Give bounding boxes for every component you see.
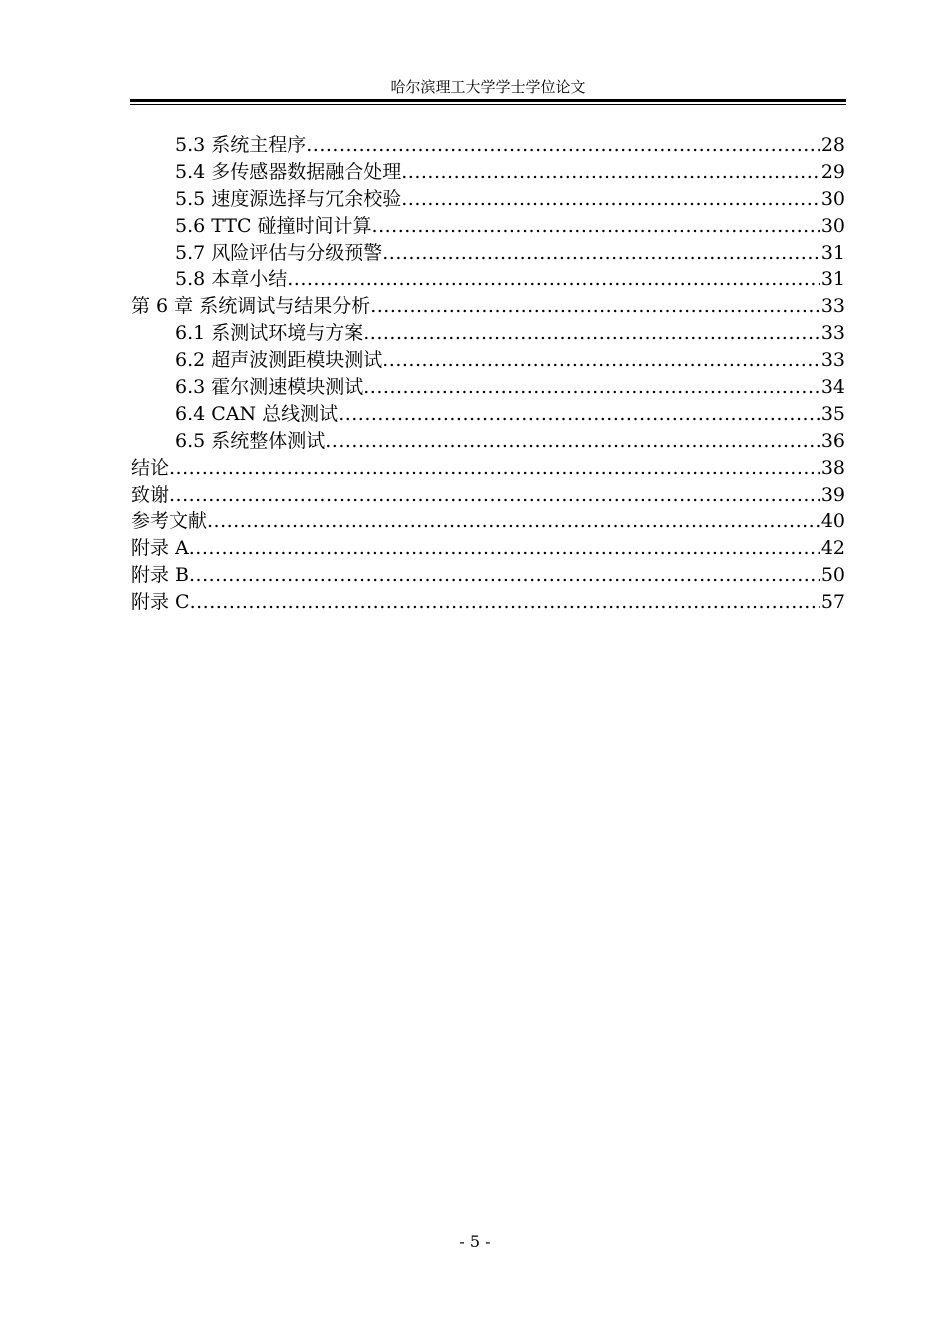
toc-entry-label: 致谢 — [131, 483, 170, 506]
toc-entry[interactable] — [131, 374, 845, 401]
toc-entry-label: 6.3 霍尔测速模块测试 — [175, 376, 364, 399]
toc-entry-page: 31 — [820, 241, 845, 264]
toc-entry-page: 39 — [820, 483, 845, 506]
toc-entry-page: 30 — [820, 187, 845, 210]
toc-entry-page: 34 — [820, 376, 845, 399]
toc-leader-dots — [363, 374, 820, 401]
toc-entry[interactable] — [131, 455, 845, 482]
toc-leader-dots — [190, 589, 820, 616]
toc-entry[interactable] — [131, 535, 845, 562]
toc-leader-dots — [401, 159, 820, 186]
toc-leader-dots — [382, 347, 820, 374]
toc-leader-dots — [207, 508, 820, 535]
toc-entry[interactable] — [131, 213, 845, 240]
toc-entry-label: 参考文献 — [131, 510, 208, 533]
page-number: - 5 - — [459, 1232, 491, 1251]
toc-entry-label: 6.5 系统整体测试 — [175, 429, 326, 452]
toc-leader-dots — [325, 428, 820, 455]
toc-entry[interactable] — [131, 240, 845, 267]
toc-entry-label: 5.7 风险评估与分级预警 — [175, 241, 383, 264]
toc-entry[interactable] — [131, 401, 845, 428]
header-rule-thick — [130, 99, 846, 102]
toc-entry-label: 结论 — [131, 456, 170, 479]
toc-entry-label: 5.4 多传感器数据融合处理 — [175, 160, 402, 183]
table-of-contents — [131, 132, 845, 616]
toc-entry[interactable] — [131, 320, 845, 347]
toc-leader-dots — [382, 240, 820, 267]
toc-entry-page: 33 — [820, 349, 845, 372]
toc-entry[interactable] — [131, 186, 845, 213]
toc-entry[interactable] — [131, 266, 845, 293]
toc-entry-page: 36 — [820, 429, 845, 452]
toc-leader-dots — [189, 562, 820, 589]
toc-entry-page: 35 — [820, 402, 845, 425]
toc-entry-label: 6.1 系测试环境与方案 — [175, 322, 364, 345]
toc-leader-dots — [338, 401, 820, 428]
toc-leader-dots — [169, 482, 820, 509]
toc-entry-label: 附录 A — [131, 537, 189, 560]
toc-leader-dots — [363, 320, 820, 347]
toc-entry[interactable] — [131, 347, 845, 374]
toc-entry-label: 6.2 超声波测距模块测试 — [175, 349, 383, 372]
toc-leader-dots — [401, 186, 820, 213]
toc-entry[interactable] — [131, 562, 845, 589]
toc-entry-page: 57 — [820, 591, 845, 614]
toc-leader-dots — [370, 293, 820, 320]
toc-leader-dots — [189, 535, 820, 562]
toc-entry-page: 50 — [820, 564, 845, 587]
toc-entry-label: 5.3 系统主程序 — [175, 134, 307, 156]
toc-entry-label: 附录 C — [131, 591, 190, 614]
toc-entry-page: 28 — [820, 134, 845, 156]
toc-entry[interactable] — [131, 589, 845, 616]
toc-entry-page: 38 — [820, 456, 845, 479]
toc-entry-page: 33 — [820, 322, 845, 345]
toc-entry[interactable] — [131, 132, 845, 159]
toc-entry-label: 5.5 速度源选择与冗余校验 — [175, 187, 402, 210]
toc-entry-label: 5.8 本章小结 — [175, 268, 288, 291]
toc-leader-dots — [169, 455, 820, 482]
toc-entry-page: 40 — [820, 510, 845, 533]
toc-entry-label: 6.4 CAN 总线测试 — [175, 402, 339, 425]
toc-entry[interactable] — [131, 293, 845, 320]
toc-entry[interactable] — [131, 159, 845, 186]
toc-entry-page: 42 — [820, 537, 845, 560]
toc-entry-label: 第 6 章 系统调试与结果分析 — [131, 295, 371, 318]
toc-entry-page: 30 — [820, 214, 845, 237]
toc-entry[interactable] — [131, 428, 845, 455]
toc-leader-dots — [306, 132, 820, 159]
header-rule-thin — [130, 104, 846, 105]
toc-entry-page: 33 — [820, 295, 845, 318]
toc-entry[interactable] — [131, 482, 845, 509]
toc-entry-page: 29 — [820, 160, 845, 183]
toc-entry-page: 31 — [820, 268, 845, 291]
header-title: 哈尔滨理工大学学士学位论文 — [390, 78, 586, 96]
toc-entry-label: 5.6 TTC 碰撞时间计算 — [175, 214, 372, 237]
toc-leader-dots — [287, 266, 820, 293]
toc-entry-label: 附录 B — [131, 564, 190, 587]
toc-leader-dots — [372, 213, 820, 240]
toc-entry[interactable] — [131, 508, 845, 535]
